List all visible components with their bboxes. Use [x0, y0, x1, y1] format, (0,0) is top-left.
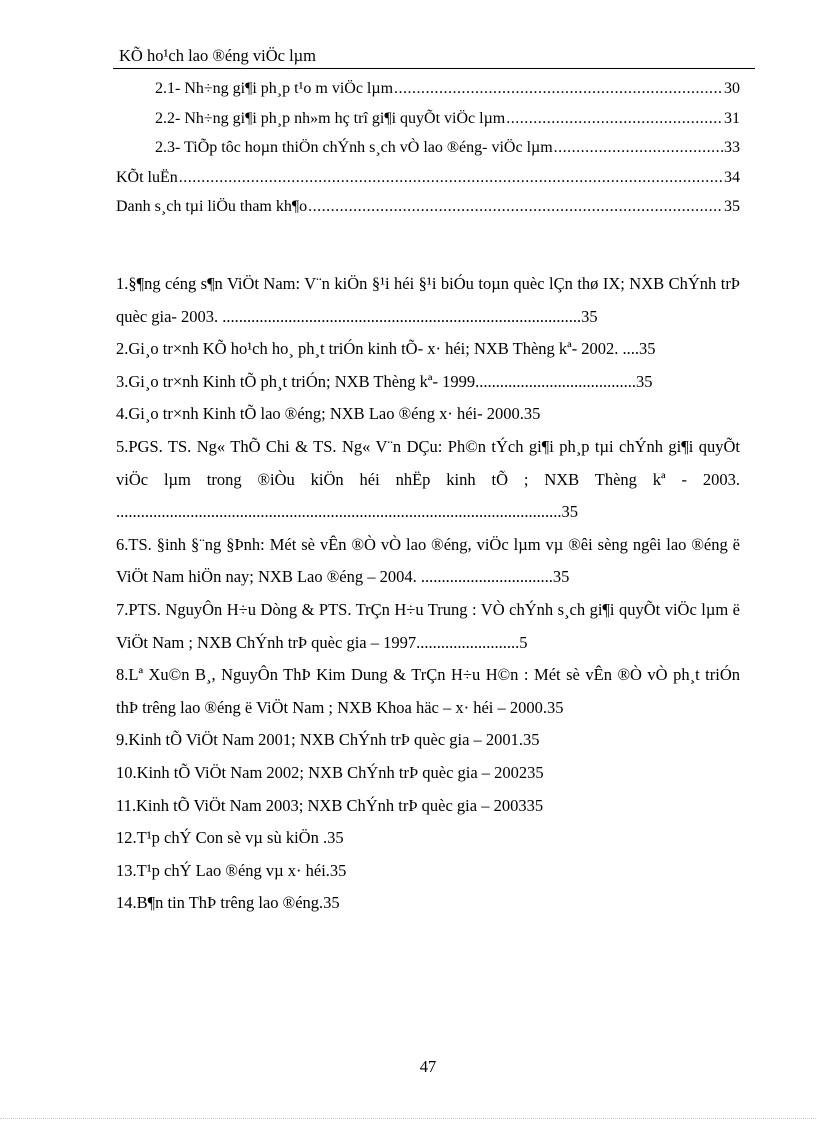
page-header	[113, 44, 755, 69]
toc-entry-title: 2.3- TiÕp tôc hoµn thiÖn chÝnh s¸ch vÒ lao ®éng- viÖc lµm	[155, 139, 553, 157]
header-title: KÕ ho¹ch lao ®éng viÖc lµm	[119, 46, 316, 65]
toc-entry-page: 31	[724, 109, 740, 127]
page-number: 47	[419, 1057, 437, 1076]
reference-item: 5.PGS. TS. Ng« ThÕ Chi & TS. Ng« V¨n DÇu: Ph©n tÝch gi¶i ph¸p tµi chÝnh gi¶i quyÕt viÖc lµm trong ®iÒu kiÖn héi nhËp kinh tÕ ; NXB Thèng kª - 2003. ............................................................................................................35	[116, 436, 740, 522]
reference-item: 14.B¶n tin ThÞ trêng lao ®éng.35	[116, 893, 340, 913]
reference-item: 10.Kinh tÕ ViÖt Nam 2002; NXB ChÝnh trÞ quèc gia – 200235	[116, 762, 544, 782]
toc-entry-page: 33	[724, 139, 740, 157]
reference-item: 4.Gi¸o tr×nh Kinh tÕ lao ®éng; NXB Lao ®éng x· héi- 2000.35	[116, 404, 541, 424]
toc-leader	[394, 74, 723, 104]
toc-entry[interactable]	[116, 104, 740, 134]
toc-entry-page: 30	[724, 80, 740, 97]
reference-item: 8.Lª Xu©n B¸, NguyÔn ThÞ Kim Dung & TrÇn H÷u H©n : Mét sè vÊn ®Ò vÒ ph¸t triÓn thÞ trêng lao ®éng ë ViÖt Nam ; NXB Khoa häc – x· héi – 2000.35	[116, 665, 740, 717]
reference-item: 11.Kinh tÕ ViÖt Nam 2003; NXB ChÝnh trÞ quèc gia – 200335	[116, 795, 544, 815]
reference-item: 3.Gi¸o tr×nh Kinh tÕ ph¸t triÓn; NXB Thèng kª- 1999.......................................35	[116, 371, 653, 391]
toc-entry-title: 2.1- Nh÷ng gi¶i ph¸p t¹o m viÖc lµm	[155, 80, 394, 97]
toc-leader	[308, 192, 723, 222]
reference-list	[116, 268, 740, 920]
bottom-border	[0, 1118, 816, 1119]
reference-item: 13.T¹p chÝ Lao ®éng vµ x· héi.35	[116, 860, 347, 880]
toc-entry-page: 34	[724, 168, 740, 186]
toc-leader	[554, 133, 723, 163]
toc-leader	[179, 163, 723, 193]
reference-item: 7.PTS. NguyÔn H÷u Dòng & PTS. TrÇn H÷u Trung : VÒ chÝnh s¸ch gi¶i quyÕt viÖc lµm ë ViÖt Nam ; NXB ChÝnh trÞ quèc gia – 1997.........................5	[116, 599, 740, 652]
toc-entry[interactable]	[116, 163, 740, 193]
reference-item: 9.Kinh tÕ ViÖt Nam 2001; NXB ChÝnh trÞ quèc gia – 2001.35	[116, 730, 540, 750]
toc-entry-title: KÕt luËn	[116, 168, 178, 186]
reference-item: 6.TS. §inh §¨ng §Þnh: Mét sè vÊn ®Ò vÒ lao ®éng, viÖc lµm vµ ®êi sèng ngêi lao ®éng ë ViÖt Nam hiÖn nay; NXB Lao ®éng – 2004. ................................35	[116, 534, 740, 587]
reference-item: 12.T¹p chÝ Con sè vµ sù kiÖn .35	[116, 828, 344, 848]
toc-entry[interactable]	[116, 74, 740, 104]
toc-entry-page: 35	[724, 198, 740, 216]
toc-entry[interactable]	[116, 192, 740, 222]
table-of-contents	[116, 74, 740, 222]
reference-item: 1.§¶ng céng s¶n ViÖt Nam: V¨n kiÖn §¹i héi §¹i biÓu toµn quèc lÇn thø IX; NXB ChÝnh trÞ quèc gia- 2003. .......................................................................................35	[116, 274, 740, 326]
toc-entry[interactable]	[116, 133, 740, 163]
toc-leader	[506, 104, 723, 134]
toc-entry-title: Danh s¸ch tµi liÖu tham kh¶o	[116, 198, 308, 216]
reference-item: 2.Gi¸o tr×nh KÕ ho¹ch ho¸ ph¸t triÓn kinh tÕ- x· héi; NXB Thèng kª- 2002. ....35	[116, 339, 656, 359]
toc-entry-title: 2.2- Nh÷ng gi¶i ph¸p nh»m hç trî gi¶i quyÕt viÖc lµm	[155, 109, 506, 127]
